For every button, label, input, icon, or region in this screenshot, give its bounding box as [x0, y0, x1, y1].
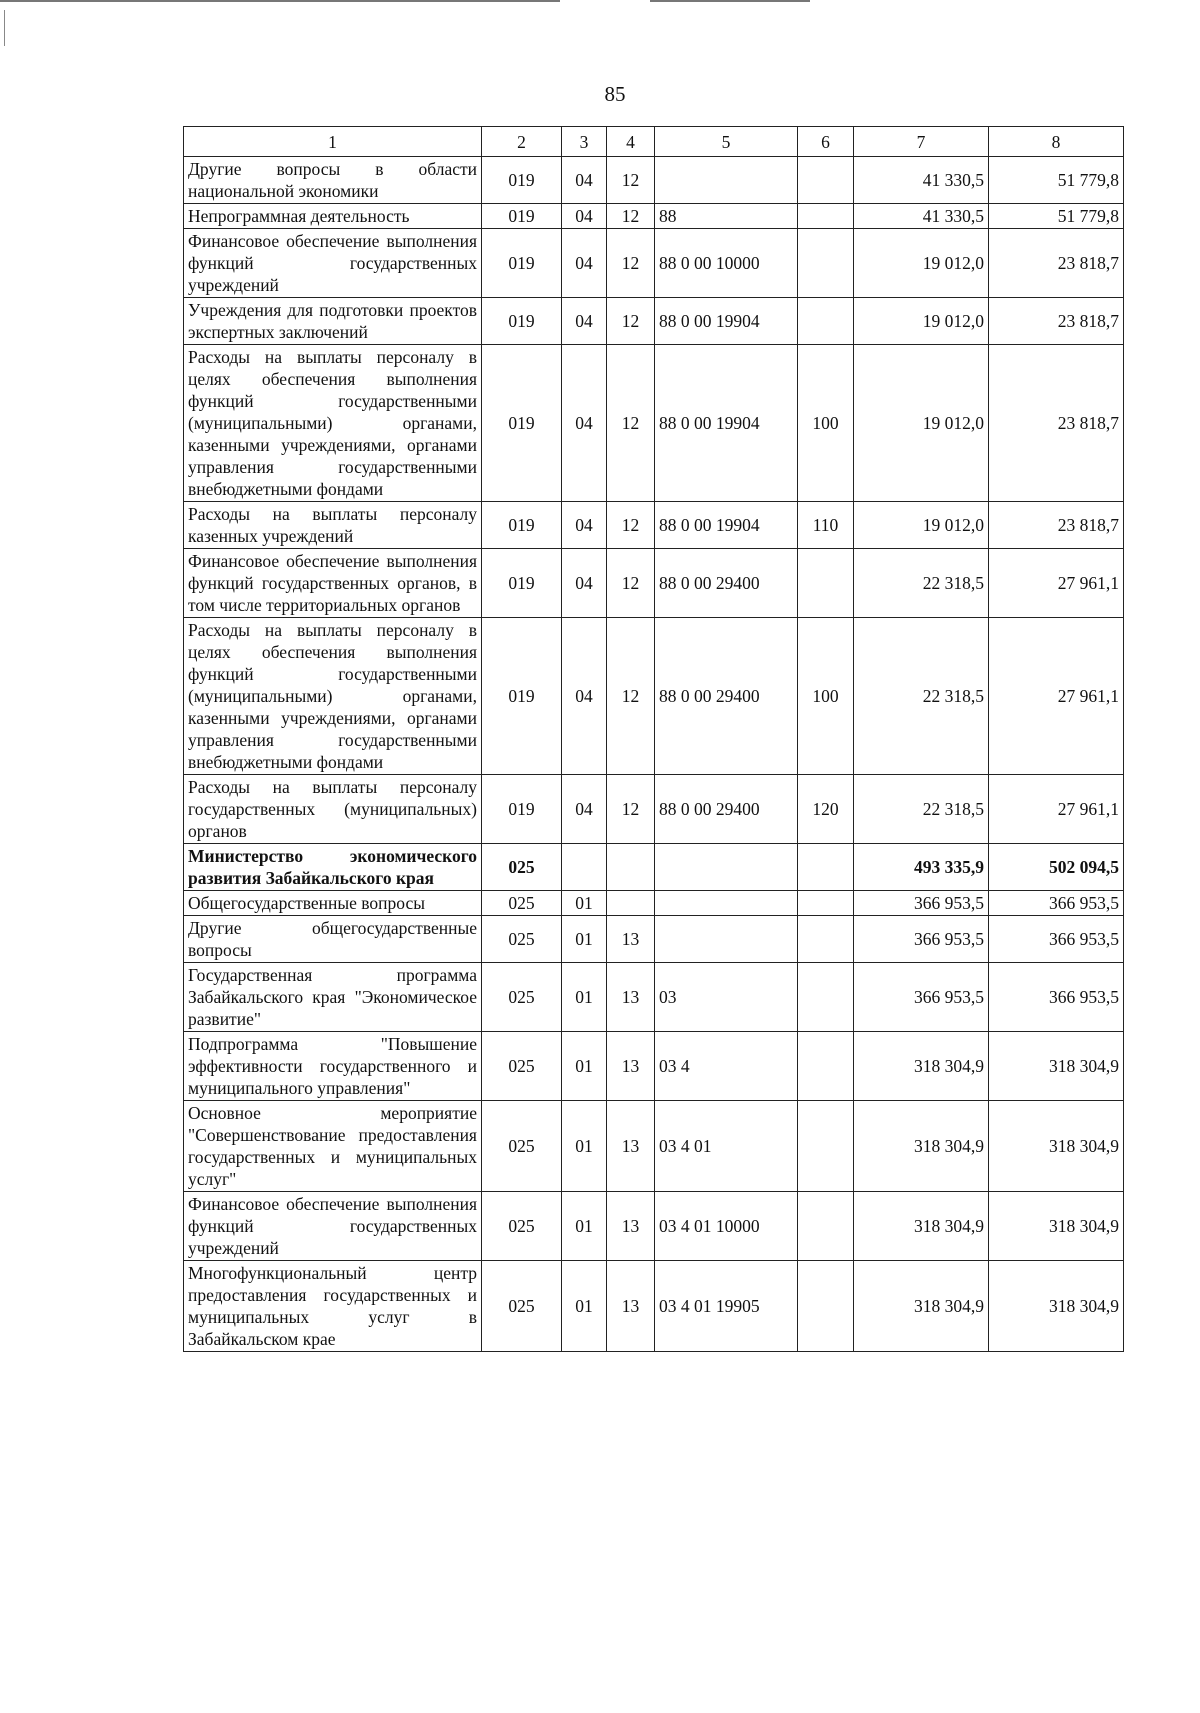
- expense-type-cell: [798, 157, 854, 204]
- subsection-cell: 12: [607, 345, 655, 502]
- amount-year2-cell: 318 304,9: [989, 1101, 1124, 1192]
- amount-year1-cell: 318 304,9: [854, 1261, 989, 1352]
- admin-code-cell: 025: [482, 1261, 562, 1352]
- amount-year1-cell: 41 330,5: [854, 157, 989, 204]
- amount-year2-cell: 23 818,7: [989, 298, 1124, 345]
- expense-type-cell: 100: [798, 345, 854, 502]
- target-article-cell: 03 4 01 19905: [655, 1261, 798, 1352]
- column-header: 4: [607, 127, 655, 157]
- expense-type-cell: [798, 916, 854, 963]
- expense-type-cell: [798, 1101, 854, 1192]
- table-header-row: [184, 127, 1124, 157]
- table-row: [184, 157, 1124, 204]
- admin-code-cell: 019: [482, 549, 562, 618]
- subsection-cell: 13: [607, 1192, 655, 1261]
- subsection-cell: 12: [607, 775, 655, 844]
- table-row: [184, 549, 1124, 618]
- scan-artifact-line: [0, 0, 560, 2]
- table-row: [184, 229, 1124, 298]
- target-article-cell: [655, 157, 798, 204]
- admin-code-cell: 019: [482, 157, 562, 204]
- target-article-cell: 88 0 00 29400: [655, 775, 798, 844]
- subsection-cell: 13: [607, 916, 655, 963]
- row-name-cell: Расходы на выплаты персоналу государственных (муниципальных) органов: [184, 775, 482, 844]
- target-article-cell: [655, 891, 798, 916]
- amount-year2-cell: 27 961,1: [989, 775, 1124, 844]
- expense-type-cell: [798, 844, 854, 891]
- row-name-cell: Расходы на выплаты персоналу в целях обеспечения выполнения функций государственными (муниципальными) органами, казенными учреждениями, органами управления государственными внебюджетными фондами: [184, 345, 482, 502]
- row-name-cell: Подпрограмма "Повышение эффективности государственного и муниципального управления": [184, 1032, 482, 1101]
- amount-year2-cell: 366 953,5: [989, 963, 1124, 1032]
- section-cell: [562, 844, 607, 891]
- column-header: 2: [482, 127, 562, 157]
- table-row: [184, 345, 1124, 502]
- amount-year2-cell: 23 818,7: [989, 229, 1124, 298]
- column-header: 1: [184, 127, 482, 157]
- target-article-cell: 88 0 00 29400: [655, 549, 798, 618]
- amount-year1-cell: 19 012,0: [854, 345, 989, 502]
- table-row: [184, 963, 1124, 1032]
- expense-type-cell: 120: [798, 775, 854, 844]
- subsection-cell: 13: [607, 1032, 655, 1101]
- admin-code-cell: 019: [482, 204, 562, 229]
- row-name-cell: Расходы на выплаты персоналу казенных учреждений: [184, 502, 482, 549]
- section-cell: 01: [562, 1261, 607, 1352]
- target-article-cell: 88 0 00 29400: [655, 618, 798, 775]
- section-cell: 01: [562, 891, 607, 916]
- section-cell: 04: [562, 229, 607, 298]
- section-cell: 04: [562, 204, 607, 229]
- row-name-cell: Министерство экономического развития Забайкальского края: [184, 844, 482, 891]
- page-number: 85: [604, 82, 626, 106]
- target-article-cell: 03 4: [655, 1032, 798, 1101]
- amount-year2-cell: 318 304,9: [989, 1192, 1124, 1261]
- amount-year1-cell: 19 012,0: [854, 298, 989, 345]
- subsection-cell: 12: [607, 618, 655, 775]
- subsection-cell: [607, 891, 655, 916]
- subsection-cell: 13: [607, 1101, 655, 1192]
- amount-year1-cell: 366 953,5: [854, 891, 989, 916]
- table-row: [184, 1032, 1124, 1101]
- section-cell: 01: [562, 1101, 607, 1192]
- expense-type-cell: 100: [798, 618, 854, 775]
- expense-type-cell: [798, 963, 854, 1032]
- expense-type-cell: [798, 204, 854, 229]
- column-header: 6: [798, 127, 854, 157]
- table-body: [184, 127, 1124, 1352]
- scan-artifact-line: [4, 10, 5, 46]
- row-name-cell: Многофункциональный центр предоставления государственных и муниципальных услуг в Забайкальском крае: [184, 1261, 482, 1352]
- admin-code-cell: 025: [482, 963, 562, 1032]
- amount-year2-cell: 51 779,8: [989, 157, 1124, 204]
- expense-type-cell: 110: [798, 502, 854, 549]
- target-article-cell: 03 4 01 10000: [655, 1192, 798, 1261]
- row-name-cell: Общегосударственные вопросы: [184, 891, 482, 916]
- target-article-cell: 03 4 01: [655, 1101, 798, 1192]
- amount-year1-cell: 366 953,5: [854, 963, 989, 1032]
- section-cell: 01: [562, 1032, 607, 1101]
- amount-year2-cell: 366 953,5: [989, 916, 1124, 963]
- amount-year1-cell: 19 012,0: [854, 229, 989, 298]
- row-name-cell: Другие общегосударственные вопросы: [184, 916, 482, 963]
- admin-code-cell: 025: [482, 891, 562, 916]
- target-article-cell: 03: [655, 963, 798, 1032]
- table-row: [184, 204, 1124, 229]
- subsection-cell: 12: [607, 157, 655, 204]
- admin-code-cell: 019: [482, 618, 562, 775]
- subsection-cell: 12: [607, 549, 655, 618]
- target-article-cell: 88 0 00 19904: [655, 502, 798, 549]
- table-row: [184, 775, 1124, 844]
- amount-year1-cell: 493 335,9: [854, 844, 989, 891]
- expense-type-cell: [798, 229, 854, 298]
- section-cell: 04: [562, 502, 607, 549]
- amount-year1-cell: 22 318,5: [854, 549, 989, 618]
- target-article-cell: [655, 844, 798, 891]
- section-cell: 01: [562, 1192, 607, 1261]
- table-row: [184, 1192, 1124, 1261]
- row-name-cell: Расходы на выплаты персоналу в целях обеспечения выполнения функций государственными (муниципальными) органами, казенными учреждениями, органами управления государственными внебюджетными фондами: [184, 618, 482, 775]
- amount-year1-cell: 318 304,9: [854, 1192, 989, 1261]
- row-name-cell: Финансовое обеспечение выполнения функций государственных учреждений: [184, 1192, 482, 1261]
- row-name-cell: Непрограммная деятельность: [184, 204, 482, 229]
- row-name-cell: Финансовое обеспечение выполнения функций государственных учреждений: [184, 229, 482, 298]
- column-header: 7: [854, 127, 989, 157]
- amount-year2-cell: 51 779,8: [989, 204, 1124, 229]
- amount-year1-cell: 366 953,5: [854, 916, 989, 963]
- amount-year2-cell: 318 304,9: [989, 1032, 1124, 1101]
- section-cell: 04: [562, 298, 607, 345]
- row-name-cell: Государственная программа Забайкальского края "Экономическое развитие": [184, 963, 482, 1032]
- table-row: [184, 891, 1124, 916]
- table-row: [184, 916, 1124, 963]
- column-header: 5: [655, 127, 798, 157]
- target-article-cell: [655, 916, 798, 963]
- amount-year2-cell: 502 094,5: [989, 844, 1124, 891]
- expense-type-cell: [798, 298, 854, 345]
- subsection-cell: 12: [607, 204, 655, 229]
- admin-code-cell: 019: [482, 229, 562, 298]
- expense-type-cell: [798, 1192, 854, 1261]
- expense-type-cell: [798, 549, 854, 618]
- admin-code-cell: 025: [482, 1101, 562, 1192]
- subsection-cell: 13: [607, 1261, 655, 1352]
- admin-code-cell: 025: [482, 1032, 562, 1101]
- row-name-cell: Финансовое обеспечение выполнения функций государственных органов, в том числе территориальных органов: [184, 549, 482, 618]
- row-name-cell: Основное мероприятие "Совершенствование предоставления государственных и муниципальных услуг": [184, 1101, 482, 1192]
- amount-year1-cell: 22 318,5: [854, 775, 989, 844]
- section-cell: 01: [562, 916, 607, 963]
- subsection-cell: 12: [607, 502, 655, 549]
- amount-year2-cell: 366 953,5: [989, 891, 1124, 916]
- amount-year1-cell: 41 330,5: [854, 204, 989, 229]
- expense-type-cell: [798, 1261, 854, 1352]
- subsection-cell: 12: [607, 298, 655, 345]
- section-cell: 04: [562, 618, 607, 775]
- table-row: [184, 618, 1124, 775]
- target-article-cell: 88 0 00 10000: [655, 229, 798, 298]
- table-row: [184, 1101, 1124, 1192]
- section-cell: 04: [562, 157, 607, 204]
- table-row: [184, 844, 1124, 891]
- admin-code-cell: 019: [482, 502, 562, 549]
- section-cell: 01: [562, 963, 607, 1032]
- amount-year2-cell: 318 304,9: [989, 1261, 1124, 1352]
- subsection-cell: [607, 844, 655, 891]
- subsection-cell: 12: [607, 229, 655, 298]
- budget-table: [183, 126, 1124, 1352]
- table-row: [184, 298, 1124, 345]
- amount-year2-cell: 27 961,1: [989, 618, 1124, 775]
- table-row: [184, 502, 1124, 549]
- expense-type-cell: [798, 891, 854, 916]
- row-name-cell: Другие вопросы в области национальной экономики: [184, 157, 482, 204]
- admin-code-cell: 019: [482, 775, 562, 844]
- amount-year2-cell: 27 961,1: [989, 549, 1124, 618]
- amount-year1-cell: 318 304,9: [854, 1101, 989, 1192]
- amount-year1-cell: 19 012,0: [854, 502, 989, 549]
- expense-type-cell: [798, 1032, 854, 1101]
- amount-year1-cell: 22 318,5: [854, 618, 989, 775]
- section-cell: 04: [562, 345, 607, 502]
- column-header: 3: [562, 127, 607, 157]
- target-article-cell: 88: [655, 204, 798, 229]
- scan-artifact-line: [650, 0, 810, 2]
- subsection-cell: 13: [607, 963, 655, 1032]
- admin-code-cell: 025: [482, 844, 562, 891]
- target-article-cell: 88 0 00 19904: [655, 345, 798, 502]
- admin-code-cell: 019: [482, 298, 562, 345]
- table-row: [184, 1261, 1124, 1352]
- amount-year2-cell: 23 818,7: [989, 345, 1124, 502]
- amount-year1-cell: 318 304,9: [854, 1032, 989, 1101]
- admin-code-cell: 025: [482, 916, 562, 963]
- section-cell: 04: [562, 549, 607, 618]
- section-cell: 04: [562, 775, 607, 844]
- amount-year2-cell: 23 818,7: [989, 502, 1124, 549]
- admin-code-cell: 019: [482, 345, 562, 502]
- target-article-cell: 88 0 00 19904: [655, 298, 798, 345]
- row-name-cell: Учреждения для подготовки проектов экспертных заключений: [184, 298, 482, 345]
- admin-code-cell: 025: [482, 1192, 562, 1261]
- column-header: 8: [989, 127, 1124, 157]
